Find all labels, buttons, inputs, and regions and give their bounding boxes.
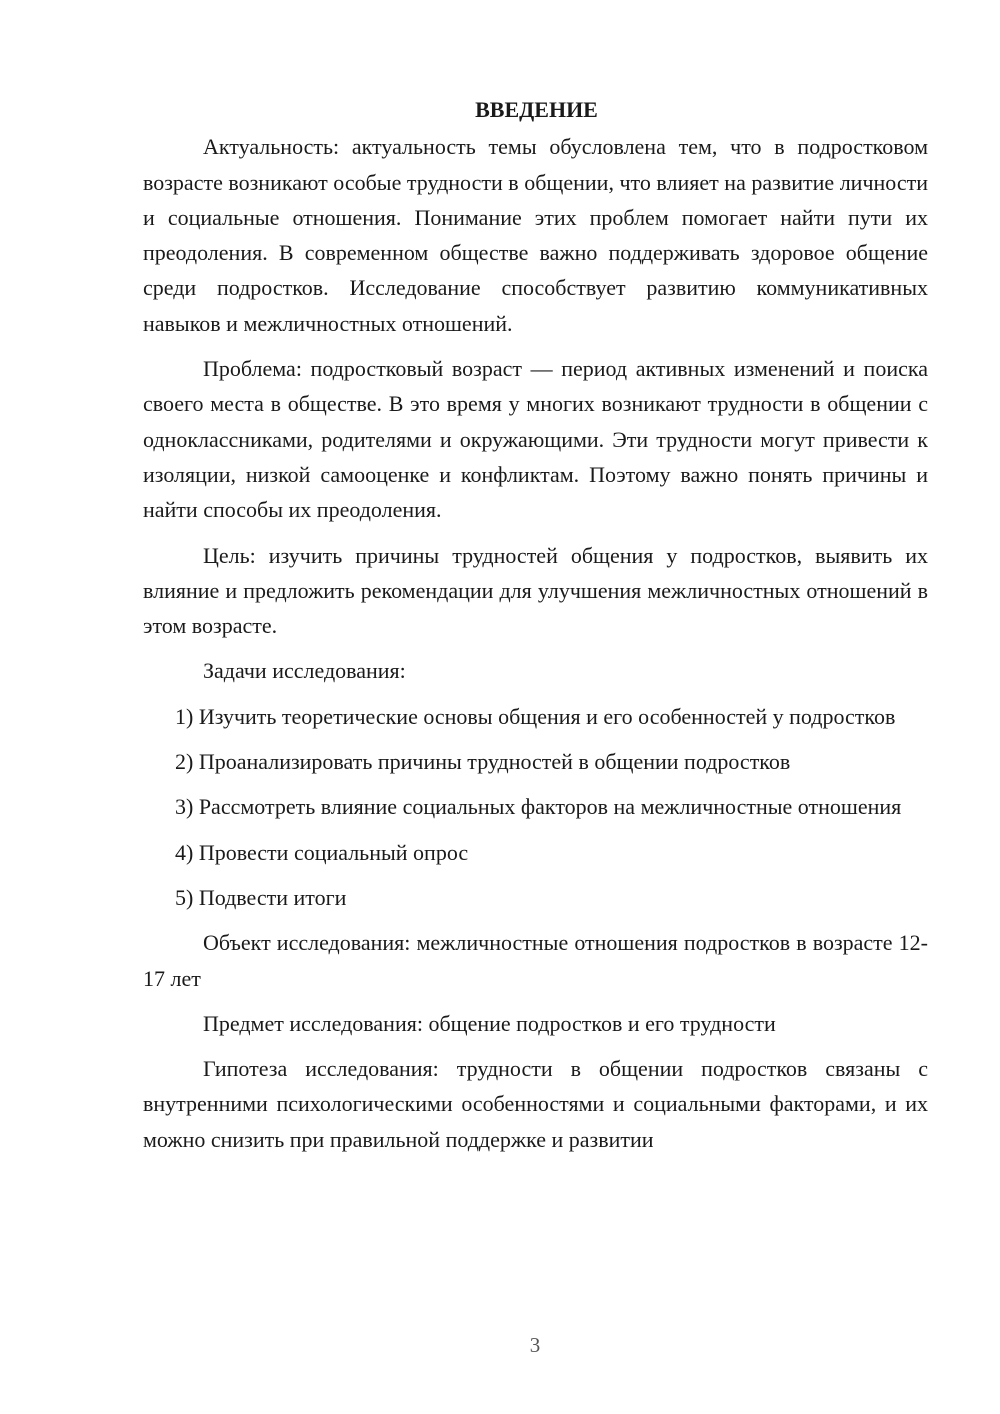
hypothesis-paragraph: Гипотеза исследования: трудности в общении подростков связаны с внутренними психологическими особенностями и социальными факторами, и их можно снизить при правильной поддержке и развитии <box>143 1056 928 1152</box>
object-paragraph: Объект исследования: межличностные отношения подростков в возрасте 12-17 лет <box>143 930 928 991</box>
actuality-paragraph: Актуальность: актуальность темы обусловлена тем, что в подростковом возрасте возникают особые трудности в общении, что влияет на развитие личности и социальные отношения. Понимание этих проблем помогает найти пути их преодоления. В современном обществе важно поддерживать здоровое общение среди подростков. Исследование способствует развитию коммуникативных навыков и межличностных отношений. <box>143 134 928 336</box>
task-item-4: 4) Провести социальный опрос <box>175 839 469 865</box>
document-page <box>143 92 928 1167</box>
page-number: 3 <box>529 1333 541 1357</box>
task-item-5: 5) Подвести итоги <box>175 884 347 910</box>
task-item-1: 1) Изучить теоретические основы общения и его особенностей у подростков <box>175 703 896 729</box>
subject-paragraph: Предмет исследования: общение подростков и его трудности <box>203 1010 776 1036</box>
tasks-heading: Задачи исследования: <box>203 658 406 684</box>
task-item-2: 2) Проанализировать причины трудностей в общении подростков <box>175 749 791 775</box>
goal-paragraph: Цель: изучить причины трудностей общения у подростков, выявить их влияние и предложить рекомендации для улучшения межличностных отношений в этом возрасте. <box>143 542 928 639</box>
page-title: ВВЕДЕНИЕ <box>475 97 598 122</box>
problem-paragraph: Проблема: подростковый возраст — период активных изменений и поиска своего места в обществе. В это время у многих возникают трудности в общении с одноклассниками, родителями и окружающими. Эти трудности могут привести к изоляции, низкой самооценке и конфликтам. Поэтому важно понять причины и найти способы их преодоления. <box>143 356 928 523</box>
task-item-3: 3) Рассмотреть влияние социальных факторов на межличностные отношения <box>175 794 902 820</box>
